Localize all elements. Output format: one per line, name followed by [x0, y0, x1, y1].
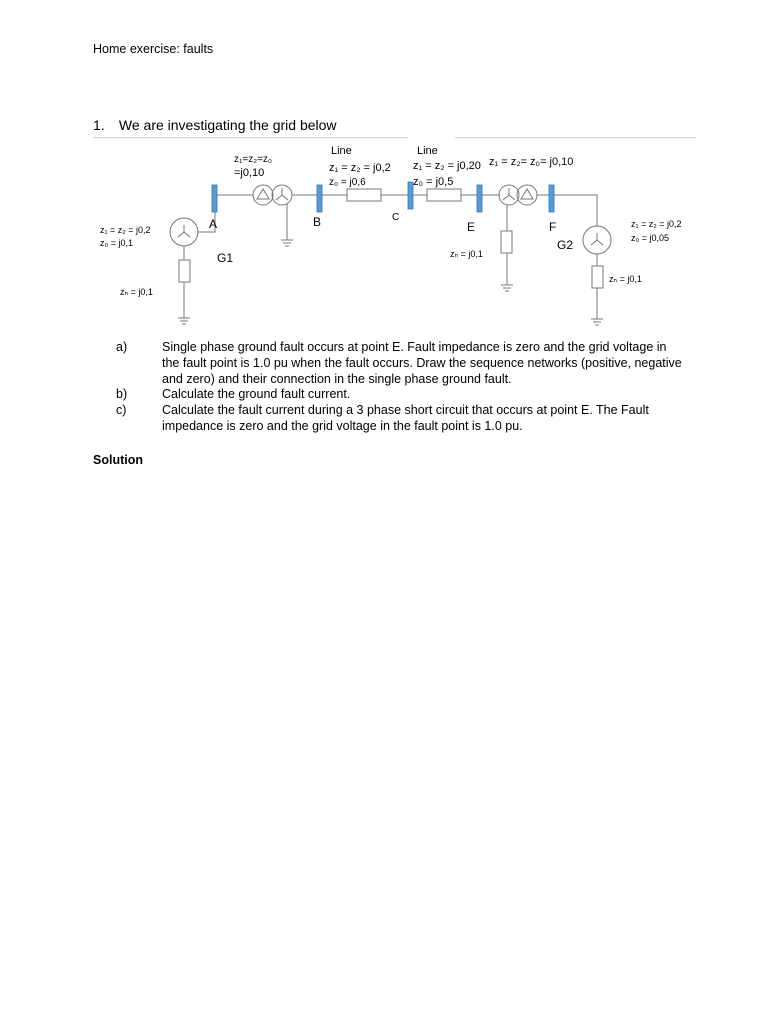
g1-name: G1 [217, 251, 234, 265]
line2-z0: z₀ = j0,5 [413, 176, 454, 188]
grid-diagram [0, 0, 768, 340]
t1-delta-icon [257, 189, 269, 199]
g2-ground-icon [591, 319, 603, 325]
task-label: a) [116, 340, 128, 354]
busbar-e [477, 185, 482, 212]
t2-wye-icon [503, 188, 515, 200]
bus-label-f: F [549, 220, 557, 234]
bus-label-c: C [392, 212, 400, 223]
t2-delta-winding [517, 185, 537, 205]
g1-neutral-impedance [179, 260, 190, 282]
bus-label-a: A [209, 217, 218, 231]
t2-zn: zₙ = j0,1 [450, 249, 483, 259]
line1-title: Line [331, 145, 352, 157]
g1-zn: zₙ = j0,1 [120, 287, 153, 297]
task-item-a [116, 340, 682, 387]
line1-z12: z₁ = z₂ = j0,2 [329, 162, 391, 174]
question-number: 1. [93, 117, 105, 133]
document-header: Home exercise: faults [93, 42, 214, 56]
task-item-c [116, 403, 682, 435]
line1-z0: z₀ = j0,6 [329, 177, 366, 188]
task-label: b) [116, 387, 128, 402]
t1-delta-winding [253, 185, 273, 205]
t2-impedance: z₁ = z₂= z₀= j0,10 [489, 156, 574, 168]
g2-wye-icon [591, 233, 603, 245]
task-label: c) [116, 403, 127, 418]
task-text: Calculate the ground fault current. [162, 387, 351, 402]
t2-delta-icon [521, 189, 533, 199]
t2-neutral-impedance [501, 231, 512, 253]
line2-impedance [427, 189, 461, 201]
task-item-b [116, 387, 682, 403]
g1-ground-icon [178, 318, 190, 324]
task-text: Single phase ground fault occurs at point E. Fault impedance is zero and the grid voltage in the fault point is 1.0 pu when the fault occurs. Draw the sequence networks (positive, negative and zero) and their connection in the single phase ground fault. [162, 340, 682, 386]
task-list [116, 340, 682, 435]
task-text: Calculate the fault current during a 3 phase short circuit that occurs at point E. The Fault impedance is zero and the grid voltage in the fault point is 1.0 pu. [162, 403, 649, 433]
line2-title: Line [417, 145, 438, 157]
t1-impedance-line1: z₁=z₂=z₀ [234, 154, 273, 165]
t1-wye-icon [276, 188, 288, 200]
bus-label-b: B [313, 215, 322, 229]
g1-z0: z₀ = j0,1 [100, 238, 134, 248]
g2-z12: z₁ = z₂ = j0,2 [631, 219, 682, 229]
solution-heading: Solution [93, 453, 143, 467]
g1-z12: z₁ = z₂ = j0,2 [100, 225, 151, 235]
bus-label-e: E [467, 220, 476, 234]
g2-neutral-impedance [592, 266, 603, 288]
question-text: We are investigating the grid below [118, 117, 337, 133]
busbar-f [549, 185, 554, 212]
busbar-b [317, 185, 322, 212]
t1-impedance-line2: =j0,10 [234, 167, 265, 179]
g2-zn: zₙ = j0,1 [609, 274, 642, 284]
t1-ground-icon [281, 240, 293, 246]
busbar-a [212, 185, 217, 212]
wire-t2-g2 [537, 195, 597, 226]
g1-wye-icon [178, 225, 190, 237]
line1-impedance [347, 189, 381, 201]
t2-ground-icon [501, 285, 513, 291]
line2-z12: z₁ = z₂ = j0,20 [413, 160, 481, 172]
g2-z0: z₀ = j0,05 [631, 233, 670, 243]
g2-name: G2 [557, 238, 574, 252]
